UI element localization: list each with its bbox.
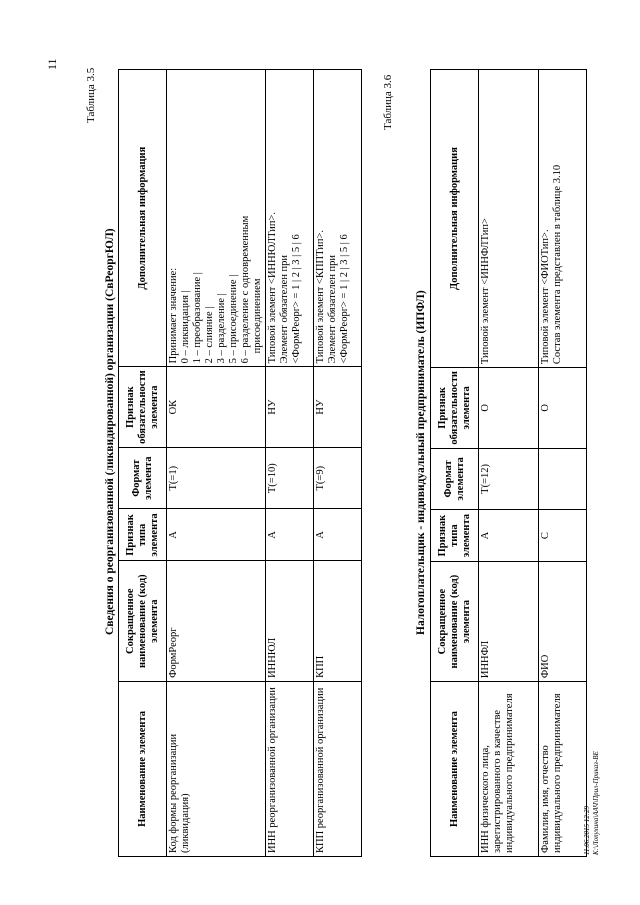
table36-header-format: Формат элемента bbox=[431, 448, 479, 510]
table35-header-code: Сокращенное наименование (код) элемента bbox=[119, 561, 167, 681]
cell-req: О bbox=[479, 368, 539, 449]
cell-type: А bbox=[167, 509, 266, 561]
table35-header-req: Признак обязательности элемента bbox=[119, 367, 167, 448]
cell-name: КПП реорганизованной организации bbox=[314, 681, 362, 856]
table-row bbox=[314, 70, 362, 857]
cell-format: Т(=10) bbox=[266, 447, 314, 509]
cell-req: НУ bbox=[314, 367, 362, 448]
table36-title: Налогоплательщик - индивидуальный предприниматель (ИПФЛ) bbox=[415, 290, 427, 635]
cell-type: А bbox=[266, 509, 314, 561]
table36 bbox=[430, 69, 587, 857]
table36-caption: Таблица 3.6 bbox=[382, 74, 394, 130]
table36-header-name: Наименование элемента bbox=[431, 682, 479, 857]
cell-req: НУ bbox=[266, 367, 314, 448]
cell-code: ИННЮЛ bbox=[266, 561, 314, 681]
table36-header-row bbox=[431, 70, 479, 857]
cell-info bbox=[167, 70, 266, 367]
footer-path: К:\Лопухина\ААЧ\Прил-Приказ-ВЕ bbox=[592, 751, 600, 855]
info-line: <ФормРеорг> = 1 | 2 | 3 | 5 | 6 bbox=[291, 234, 302, 364]
cell-type: С bbox=[539, 510, 587, 562]
info-line: 0 – ликвидация | bbox=[180, 290, 191, 364]
cell-info bbox=[539, 70, 587, 368]
cell-code: КПП bbox=[314, 561, 362, 681]
cell-name: ИНН физического лица, зарегистрированного в качестве индивидуального предпринимателя bbox=[479, 682, 539, 857]
table35-header-row bbox=[119, 70, 167, 857]
table-row bbox=[539, 70, 587, 857]
table35-title: Сведения о реорганизованной (ликвидированной) организации (СвРеоргЮЛ) bbox=[104, 228, 116, 635]
info-line: присоединением bbox=[252, 278, 263, 354]
cell-info bbox=[479, 70, 539, 368]
cell-format: Т(=1) bbox=[167, 447, 266, 509]
cell-name: ИНН реорганизованной организации bbox=[266, 681, 314, 856]
info-line: 6 – разделение с одновременным bbox=[240, 215, 251, 364]
cell-type: А bbox=[314, 509, 362, 561]
cell-code: ФИО bbox=[539, 562, 587, 682]
info-line: Типовой элемент <ИННФЛТип> bbox=[480, 218, 491, 365]
table35-header-info: Дополнительная информация bbox=[119, 70, 167, 367]
cell-format bbox=[539, 448, 587, 510]
table35 bbox=[118, 69, 362, 857]
cell-info bbox=[314, 70, 362, 367]
info-line: Элемент обязателен при bbox=[279, 254, 290, 364]
cell-code: ИННФЛ bbox=[479, 562, 539, 682]
info-line: 2 – слияние | bbox=[204, 306, 215, 364]
footer-timestamp: 11.06.2015 12:29 bbox=[583, 805, 591, 855]
cell-req: О bbox=[539, 368, 587, 449]
info-line: Типовой элемент <ИННЮЛТип>. bbox=[267, 211, 278, 364]
cell-format: Т(=12) bbox=[479, 448, 539, 510]
cell-format: Т(=9) bbox=[314, 447, 362, 509]
cell-req: ОК bbox=[167, 367, 266, 448]
cell-code: ФормРеорг bbox=[167, 561, 266, 681]
cell-name: Код формы реорганизации (ликвидация) bbox=[167, 681, 266, 856]
info-line: 5 – присоединение | bbox=[228, 274, 239, 364]
cell-type: А bbox=[479, 510, 539, 562]
info-line: 3 – разделение | bbox=[216, 293, 227, 364]
info-line: Элемент обязателен при bbox=[327, 254, 338, 364]
info-line: Состав элемента представлен в таблице 3.10 bbox=[552, 164, 563, 365]
cell-info bbox=[266, 70, 314, 367]
table36-header-req: Признак обязательности элемента bbox=[431, 368, 479, 449]
table-row bbox=[266, 70, 314, 857]
table-row bbox=[167, 70, 266, 857]
info-line: <ФормРеорг> = 1 | 2 | 3 | 5 | 6 bbox=[339, 234, 350, 364]
table36-header-code: Сокращенное наименование (код) элемента bbox=[431, 562, 479, 682]
info-line: Типовой элемент <КППТип>. bbox=[315, 229, 326, 364]
table35-header-name: Наименование элемента bbox=[119, 681, 167, 856]
table35-header-format: Формат элемента bbox=[119, 447, 167, 509]
info-line: Принимает значение: bbox=[168, 267, 179, 364]
info-line: 1 – преобразование | bbox=[192, 272, 203, 364]
table-row bbox=[479, 70, 539, 857]
cell-name: Фамилия, имя, отчество индивидуального предпринимателя bbox=[539, 682, 587, 857]
page-number: 11 bbox=[45, 58, 59, 70]
info-line: Типовой элемент <ФИОТип>. bbox=[540, 229, 551, 365]
table36-header-type: Признак типа элемента bbox=[431, 510, 479, 562]
table36-header-info: Дополнительная информация bbox=[431, 70, 479, 368]
table35-header-type: Признак типа элемента bbox=[119, 509, 167, 561]
table35-caption: Таблица 3.5 bbox=[85, 67, 97, 123]
